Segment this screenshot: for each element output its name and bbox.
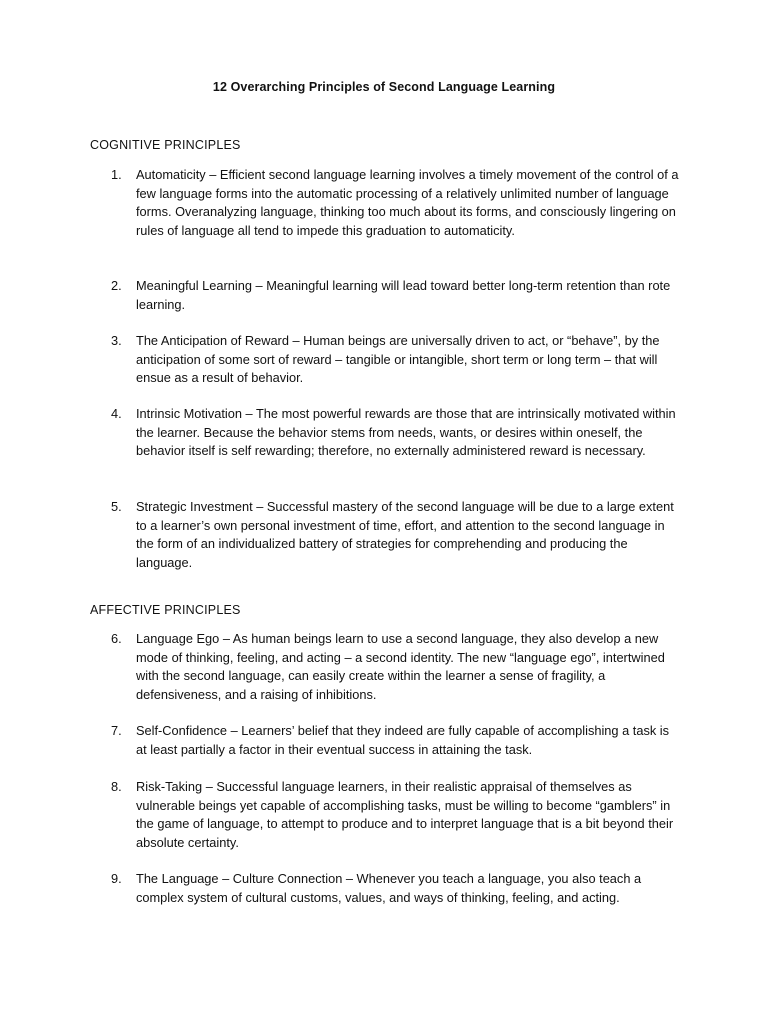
list-item-text: Risk-Taking – Successful language learners, in their realistic appraisal of themselves as vulnerable beings yet capable of accomplishing tasks, must be willing to become “gamblers” in the game of language, to attempt to produce and to interpret language that is a bit beyond their absolute certainty. xyxy=(136,779,674,850)
list-item-text: Automaticity – Efficient second language learning involves a timely movement of the control of a few language forms into the automatic processing of a relatively unlimited number of language forms. Overanalyzing language, thinking too much about its forms, and consciously lingering on rules of language all tend to impede this graduation to automaticity. xyxy=(136,167,679,238)
section-heading-affective: AFFECTIVE PRINCIPLES xyxy=(90,603,241,617)
list-item-language-ego xyxy=(111,630,681,704)
list-item-text: Strategic Investment – Successful mastery of the second language will be due to a large extent to a learner’s own personal investment of time, effort, and attention to the second language in the form of an individualized battery of strategies for comprehending and producing the language. xyxy=(136,499,674,570)
list-item-language-culture-connection xyxy=(111,870,681,907)
list-item-number: 1. xyxy=(111,167,122,182)
list-item-strategic-investment xyxy=(111,498,681,572)
list-item-intrinsic-motivation xyxy=(111,405,681,461)
list-item-text: Language Ego – As human beings learn to use a second language, they also develop a new mode of thinking, feeling, and acting – a second identity. The new “language ego”, intertwined with the second language, can easily create within the learner a sense of fragility, a defensiveness, and a raising of inhibitions. xyxy=(136,631,665,702)
list-item-number: 6. xyxy=(111,631,122,646)
list-item-number: 3. xyxy=(111,333,122,348)
list-item-self-confidence xyxy=(111,722,681,759)
list-item-number: 4. xyxy=(111,406,122,421)
list-item-number: 9. xyxy=(111,871,122,886)
list-item-text: The Language – Culture Connection – Whenever you teach a language, you also teach a complex system of cultural customs, values, and ways of thinking, feeling, and acting. xyxy=(136,871,642,905)
list-item-meaningful-learning xyxy=(111,277,681,314)
list-item-number: 5. xyxy=(111,499,122,514)
list-item-text: Self-Confidence – Learners’ belief that they indeed are fully capable of accomplishing a task is at least partially a factor in their eventual success in attaining the task. xyxy=(136,723,670,757)
list-item-anticipation-of-reward xyxy=(111,332,681,388)
list-item-text: The Anticipation of Reward – Human beings are universally driven to act, or “behave”, by the anticipation of some sort of reward – tangible or intangible, short term or long term – that will ensue as a result of behavior. xyxy=(136,333,660,385)
list-item-text: Meaningful Learning – Meaningful learning will lead toward better long-term retention than rote learning. xyxy=(136,278,671,312)
list-item-risk-taking xyxy=(111,778,681,852)
section-heading-cognitive: COGNITIVE PRINCIPLES xyxy=(90,138,241,152)
list-item-number: 2. xyxy=(111,278,122,293)
list-item-number: 7. xyxy=(111,723,122,738)
document-title: 12 Overarching Principles of Second Language Learning xyxy=(212,80,556,94)
list-item-automaticity xyxy=(111,166,681,240)
list-item-text: Intrinsic Motivation – The most powerful rewards are those that are intrinsically motivated within the learner. Because the behavior stems from needs, wants, or desires within oneself, the behavior itself is self rewarding; therefore, no externally administered reward is necessary. xyxy=(136,406,676,458)
list-item-number: 8. xyxy=(111,779,122,794)
